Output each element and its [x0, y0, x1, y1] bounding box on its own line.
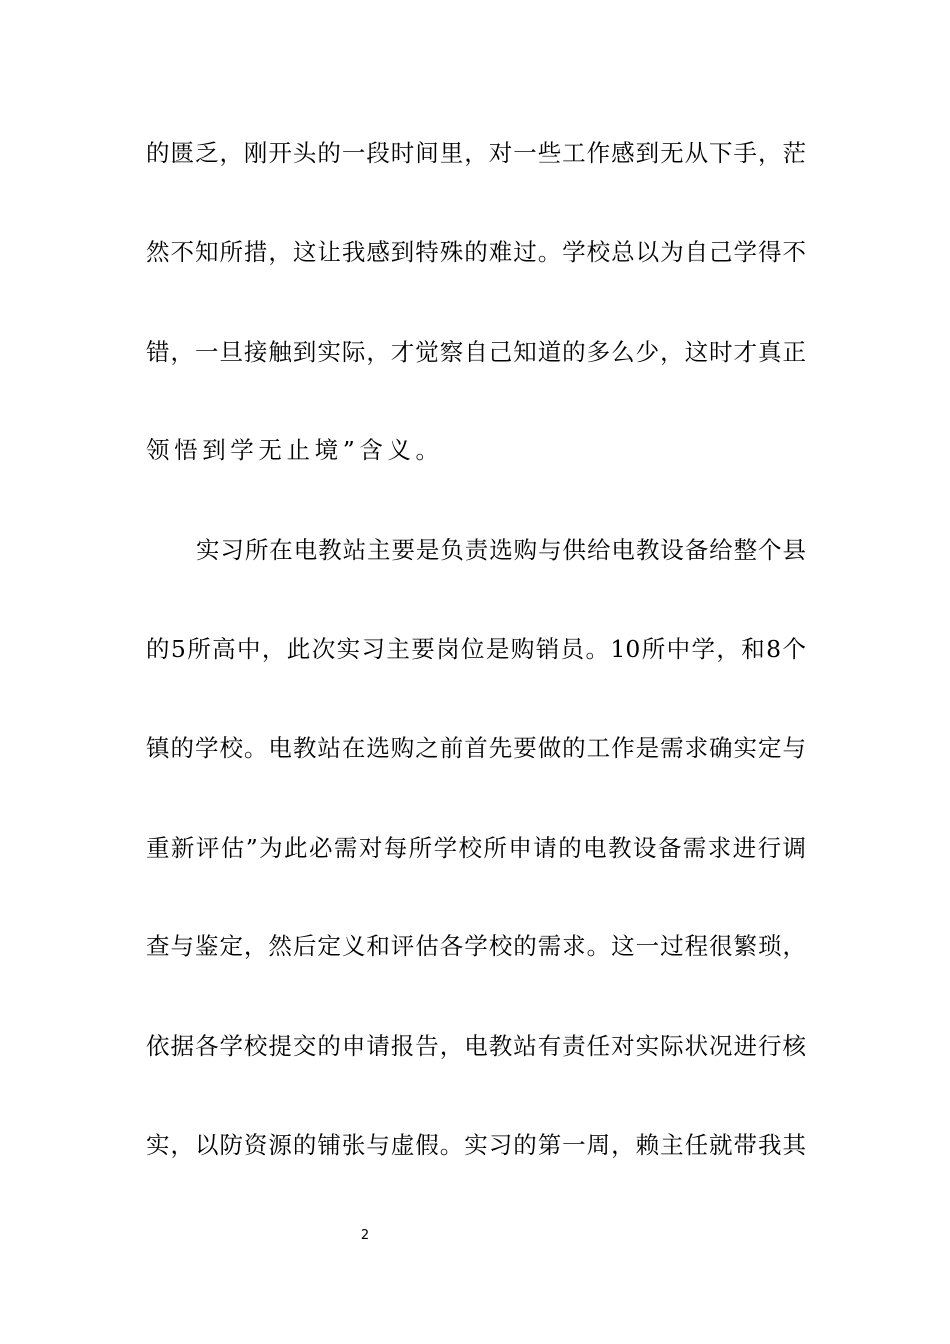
body-text-line-1: 的匮乏，刚开头的一段时间里，对一些工作感到无从下手，茫 — [146, 139, 806, 167]
body-text-line-3: 错，一旦接触到实际，才觉察自己知道的多么少，这时才真正 — [146, 338, 806, 366]
body-text-line-2: 然不知所措，这让我感到特殊的难过。学校总以为自己学得不 — [146, 238, 806, 266]
page-number: 2 — [360, 1228, 370, 1243]
body-text-line-11: 实，以防资源的铺张与虚假。实习的第一周，赖主任就带我其 — [146, 1131, 806, 1159]
body-text-line-10: 依据各学校提交的申请报告，电教站有责任对实际状况进行核 — [146, 1032, 806, 1060]
body-text-line-4: 领悟到学无止境”含义。 — [146, 436, 444, 464]
body-text-line-9: 查与鉴定，然后定义和评估各学校的需求。这一过程很繁琐， — [146, 932, 806, 960]
body-text-line-8: 重新评估”为此必需对每所学校所申请的电教设备需求进行调 — [146, 834, 806, 862]
body-text-line-6: 的5所高中，此次实习主要岗位是购销员。10所中学，和8个 — [146, 635, 806, 663]
body-text-line-7: 镇的学校。电教站在选购之前首先要做的工作是需求确实定与 — [146, 734, 806, 762]
body-text-line-5: 实习所在电教站主要是负责选购与供给电教设备给整个县 — [196, 536, 806, 564]
